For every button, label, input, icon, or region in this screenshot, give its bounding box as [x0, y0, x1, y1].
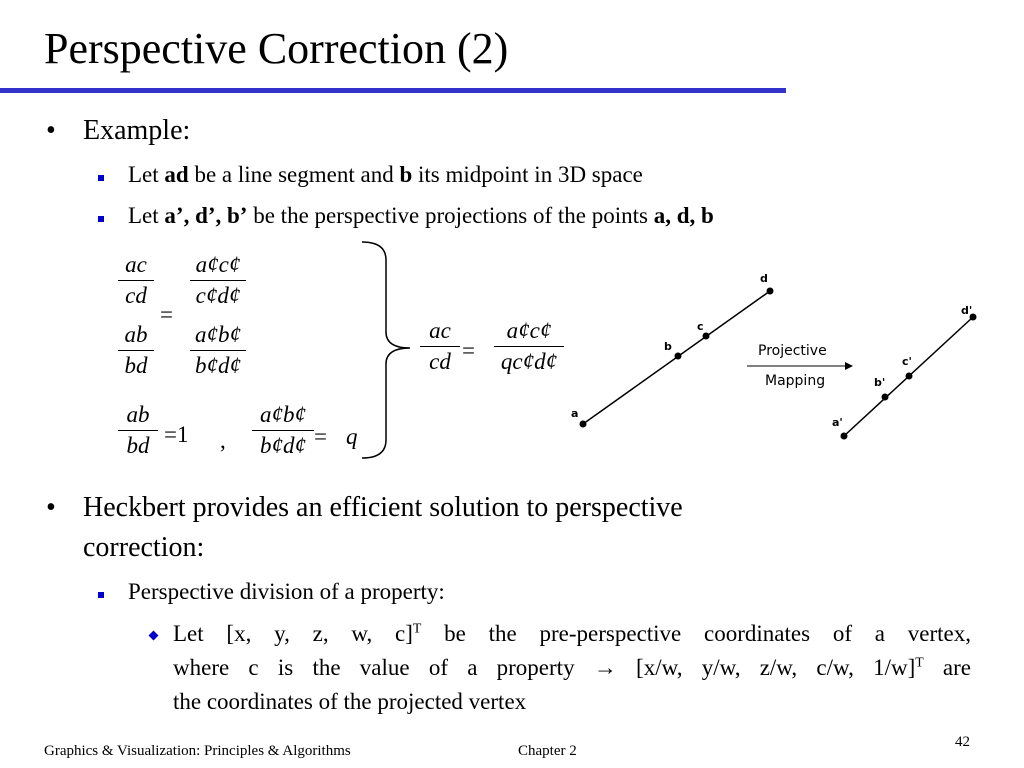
bullet-dot: • [46, 115, 56, 146]
fraction-ab-bd: ab bd [118, 322, 154, 379]
bullet-example: Example: [83, 115, 191, 146]
label-b-prime: b' [874, 376, 886, 389]
label-b: b [664, 340, 672, 353]
page-number: 42 [955, 734, 970, 750]
equals-sign: = [314, 424, 327, 449]
bullet-dot: • [46, 492, 56, 523]
square-bullet-icon [98, 592, 104, 598]
fraction-a1b1-b1d1: a¢b¢ b¢d¢ [190, 322, 246, 379]
point-b [675, 353, 682, 360]
equals-sign: = [160, 302, 173, 327]
fraction-a1c1-c1d1: a¢c¢ c¢d¢ [190, 252, 246, 309]
subsub-line2: where c is the value of a property → [x/w, y/w, z/w, c/w, 1/w]$^T$ are [173, 654, 971, 680]
fraction-ac-cd: ac cd [118, 252, 154, 309]
arrow-right-icon: → [593, 655, 617, 680]
fraction-ac-cd-result: ac cd [420, 318, 460, 375]
subsub-line1: Let [x, y, z, w, c]$^T$ be the pre-perspective coordinates of a vertex, [173, 620, 971, 646]
subsub-line3: the coordinates of the projected vertex [173, 689, 527, 714]
label-a-prime: a' [832, 416, 843, 429]
label-c-prime: c' [902, 355, 912, 368]
mapping-label-projective: Projective [758, 343, 827, 359]
bullet-heckbert-line1: Heckbert provides an efficient solution to perspective [83, 492, 683, 523]
q-symbol: q [346, 424, 358, 449]
point-a [580, 421, 587, 428]
label-c: c [697, 320, 704, 333]
point-a-prime [841, 433, 848, 440]
fraction-a1b1-b1d1-2: a¢b¢ b¢d¢ [252, 402, 314, 459]
slide-title: Perspective Correction (2) [44, 24, 509, 73]
label-d-prime: d' [961, 304, 973, 317]
bullet-heckbert-line2: correction: [83, 532, 205, 563]
equals-sign: = [462, 338, 475, 363]
footer-book-title: Graphics & Visualization: Principles & Algorithms [44, 743, 351, 759]
comma: , [220, 428, 226, 453]
mapping-label-mapping: Mapping [765, 373, 826, 389]
label-a: a [571, 407, 579, 420]
point-c [703, 333, 710, 340]
sub-bullet-line-segment: Let ad be a line segment and b its midpoint in 3D space [128, 162, 643, 187]
sub-bullet-perspective-division: Perspective division of a property: [128, 579, 445, 604]
point-c-prime [906, 373, 913, 380]
sub-bullet-projections: Let a’, d’, b’ be the perspective projections of the points a, d, b [128, 203, 714, 228]
fraction-a1c1-qc1d1: a¢c¢ qc¢d¢ [494, 318, 564, 375]
point-d [767, 288, 774, 295]
label-d: d [760, 272, 768, 285]
footer-chapter: Chapter 2 [518, 743, 577, 759]
equals-one: =1 [164, 422, 189, 447]
point-b-prime [882, 394, 889, 401]
right-brace [350, 240, 420, 462]
arrow-head-icon [845, 362, 853, 370]
fraction-ab-bd-2: ab bd [118, 402, 158, 459]
